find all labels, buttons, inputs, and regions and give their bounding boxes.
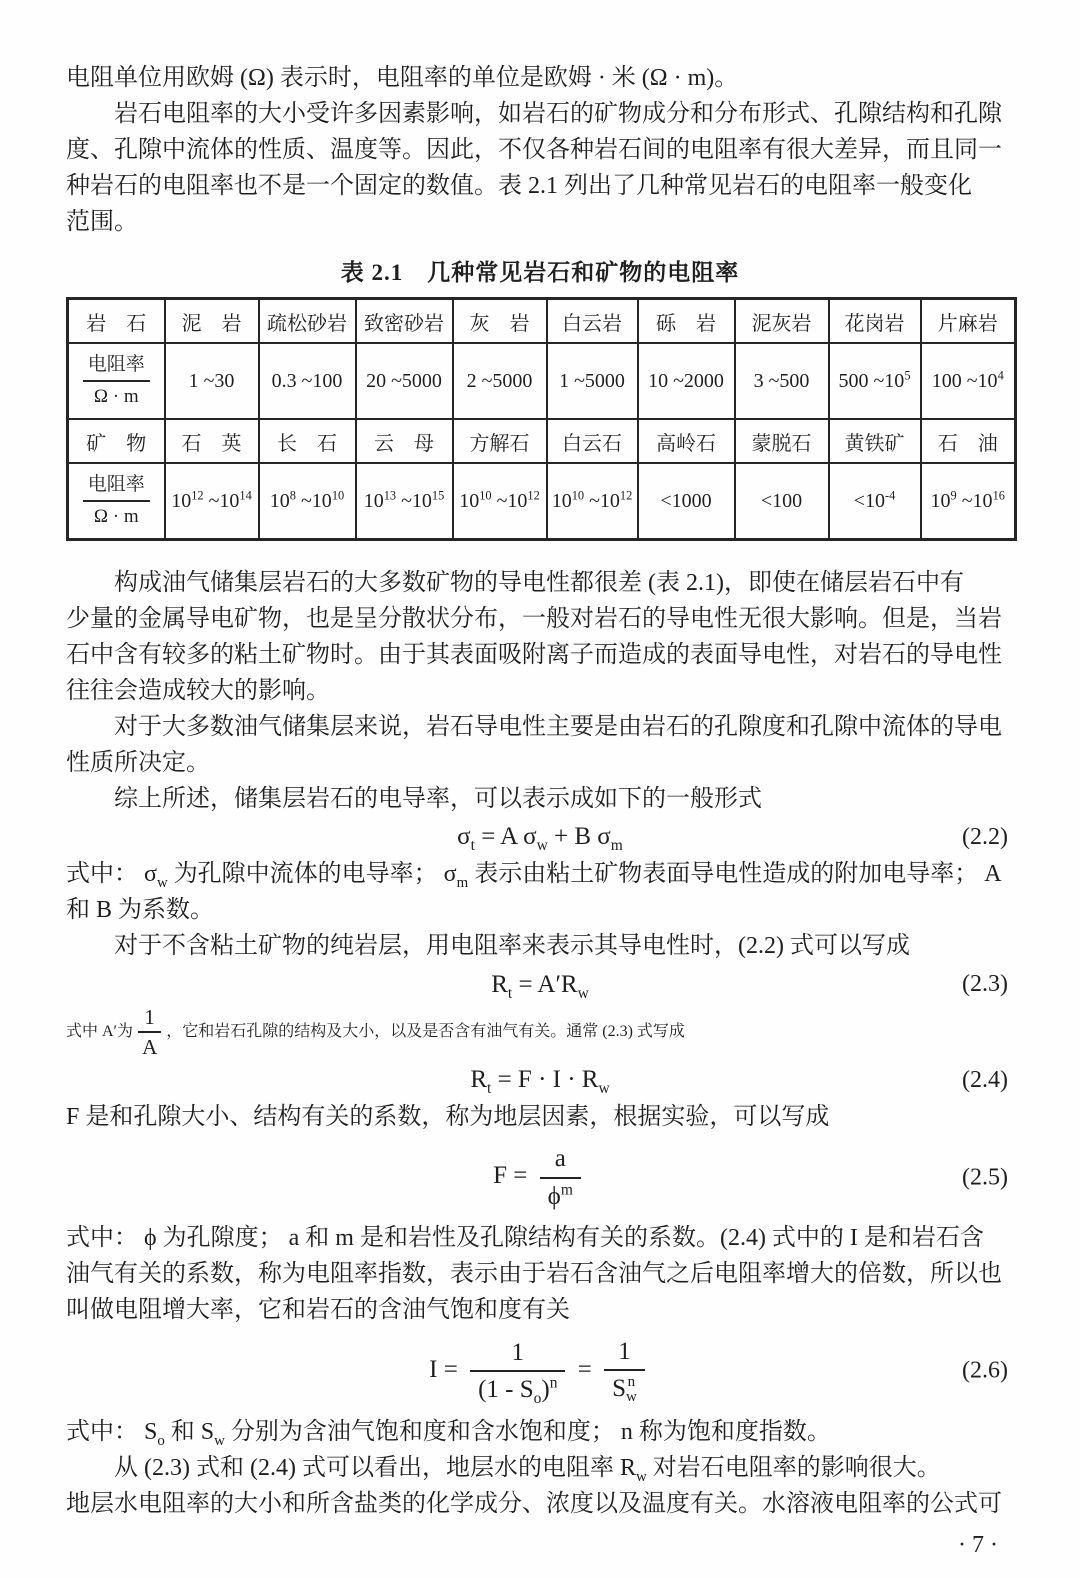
table-cell: 花岗岩 <box>829 299 921 344</box>
table-cell: 方解石 <box>453 419 547 463</box>
table-cell: <1000 <box>638 463 735 540</box>
paragraph-resistivity-unit <box>66 60 1014 96</box>
text-line: 对于大多数油气储集层来说，岩石导电性主要是由岩石的孔隙度和孔隙中流体的导电 <box>66 714 1002 740</box>
equation-2-3-number: (2.3) <box>962 970 1008 997</box>
fraction-denominator: A <box>142 1034 158 1059</box>
equation-2-5-number: (2.5) <box>962 1164 1008 1191</box>
equation-2-4-number: (2.4) <box>962 1066 1008 1093</box>
table-cell: 1 ~30 <box>165 343 259 419</box>
text-line: 构成油气储集层岩石的大多数矿物的导电性都很差 (表 2.1)，即使在储层岩石中有 <box>66 570 964 596</box>
table-row-rock-names <box>68 299 1016 344</box>
text-line: 度、孔隙中流体的性质、温度等。因此，不仅各种岩石间的电阻率有很大差异，而且同一 <box>66 137 1002 163</box>
table-row-mineral-values <box>68 463 1016 540</box>
unit-fraction <box>83 472 150 530</box>
table-row-rock-values <box>68 343 1016 419</box>
text-line: 地层水电阻率的大小和所含盐类的化学成分、浓度以及温度有关。水溶液电阻率的公式可 <box>66 1491 1002 1518</box>
unit-fraction <box>83 352 150 410</box>
text-line: 式中： $S_o$ 和 $S_w$ 分别为含油气饱和度和含水饱和度； n 称为饱和度指数。 <box>66 1419 831 1449</box>
table-cell: 云 母 <box>356 419 453 463</box>
table-cell: 疏松砂岩 <box>259 299 356 344</box>
row-label-rock: 岩 石 <box>68 299 165 344</box>
text-line: 种岩石的电阻率也不是一个固定的数值。表 2.1 列出了几种常见岩石的电阻率一般变化 <box>66 173 972 199</box>
equation-2-2-expression: $\sigma_t = A$ $\sigma_w + B$ $\sigma_m$ <box>457 823 623 855</box>
table-cell: 20 ~5000 <box>356 343 453 419</box>
table-cell: 白云岩 <box>547 299 638 344</box>
unit-label-top: 电阻率 <box>83 472 150 502</box>
unit-label-bottom: Ω · m <box>93 506 139 527</box>
equation-2-2-number: (2.2) <box>962 823 1008 850</box>
text-line: 式中： $\sigma_w$ 为孔隙中流体的电导率； $\sigma_m$ 表示由粘土矿物表面导电性造成的附加电导率； A <box>66 861 1002 892</box>
text-line: 少量的金属导电矿物，也是呈分散状分布，一般对岩石的导电性无很大影响。但是，当岩 <box>66 606 1002 632</box>
table-cell: 高岭石 <box>638 419 735 463</box>
fraction-one-over-one-minus-so <box>470 1337 565 1406</box>
equation-2-4-expression: $R_t = F \cdot I \cdot R_w$ <box>470 1066 610 1098</box>
table-cell: 泥灰岩 <box>735 299 829 344</box>
text-line: 叫做电阻增大率，它和岩石的含油气饱和度有关 <box>66 1296 570 1323</box>
table-cell: 石 英 <box>165 419 259 463</box>
inline-fraction-one-over-a <box>138 1004 161 1061</box>
table-cell: 蒙脱石 <box>735 419 829 463</box>
equation-2-5 <box>66 1135 1014 1220</box>
table-cell: 片麻岩 <box>921 299 1016 344</box>
text-line: 和 B 为系数。 <box>66 897 215 924</box>
paragraph-mineral-conductivity <box>66 565 1014 709</box>
table-title: 表 2.1 几种常见岩石和矿物的电阻率 <box>340 260 740 285</box>
paragraph-resistivity-index <box>66 1220 1014 1328</box>
paragraph-pure-rock <box>66 928 1014 964</box>
s-superscript: n <box>627 1373 636 1390</box>
table-cell: 500 $\sim 10^5$ <box>829 343 921 419</box>
table-cell: $10^{10}$ $\sim 10^{12}$ <box>547 463 638 540</box>
text-line: F 是和孔隙大小、结构有关的系数，称为地层因素，根据实验，可以写成 <box>66 1104 830 1131</box>
equation-2-6-lhs: I = <box>429 1355 465 1383</box>
row-label-mineral: 矿 物 <box>68 419 165 463</box>
table-cell: <100 <box>735 463 829 540</box>
paragraph-eq22-legend <box>66 856 1014 928</box>
table-cell: 砾 岩 <box>638 299 735 344</box>
table-cell: 灰 岩 <box>453 299 547 344</box>
fraction-denominator: $(1 - S_o)^n$ <box>478 1374 558 1407</box>
text-line: 石中含有较多的粘土矿物时。由于其表面吸附离子而造成的表面导电性，对岩石的导电性 <box>66 642 1002 668</box>
text-line: 油气有关的系数，称为电阻率指数，表示由于岩石含油气之后电阻率增大的倍数，所以也 <box>66 1260 1002 1287</box>
table-cell: $10^9$ $\sim 10^{16}$ <box>921 463 1016 540</box>
paragraph-a-prime-definition <box>66 1004 1014 1061</box>
fraction-numerator: 1 <box>470 1337 565 1372</box>
table-cell: $10^{12}$ $\sim 10^{14}$ <box>165 463 259 540</box>
fraction-denominator <box>604 1371 645 1406</box>
row-label-resistivity-unit <box>68 343 165 419</box>
equation-2-5-expression <box>493 1143 587 1212</box>
equation-2-6-number: (2.6) <box>962 1357 1008 1384</box>
text-line: 范围。 <box>66 209 138 235</box>
fraction-numerator: 1 <box>604 1336 645 1371</box>
paragraph-formation-water <box>66 1450 1014 1522</box>
equation-2-4 <box>66 1060 1014 1099</box>
fraction-numerator: 1 <box>138 1004 161 1033</box>
text-line: 岩石电阻率的大小受许多因素影响，如岩石的矿物成分和分布形式、孔隙结构和孔隙 <box>66 101 1002 127</box>
s-base: S <box>612 1375 626 1403</box>
fraction-denominator: $\phi^m$ <box>547 1181 573 1210</box>
table-cell: 10 ~2000 <box>638 343 735 419</box>
equation-2-6 <box>66 1328 1014 1414</box>
table-cell: 3 ~500 <box>735 343 829 419</box>
text-line: 性质所决定。 <box>66 750 210 776</box>
table-cell: 0.3 ~100 <box>259 343 356 419</box>
resistivity-table <box>66 297 1017 541</box>
fraction-numerator: a <box>540 1143 581 1178</box>
text-line: 对于不含粘土矿物的纯岩层，用电阻率来表示其导电性时，(2.2) 式可以写成 <box>66 933 910 960</box>
s-subscript: w <box>626 1389 637 1406</box>
table-cell: 石 油 <box>921 419 1016 463</box>
a-prime-text-before: 式中 A′为 <box>66 1022 134 1040</box>
equation-2-3 <box>66 964 1014 1003</box>
unit-label-bottom: Ω · m <box>93 386 139 407</box>
paragraph-summary-lead <box>66 781 1014 817</box>
table-cell: $10^8$ $\sim 10^{10}$ <box>259 463 356 540</box>
table-cell: 1 ~5000 <box>547 343 638 419</box>
text-line: 往往会造成较大的影响。 <box>66 678 330 704</box>
paragraph-porosity-fluid <box>66 709 1014 781</box>
table-cell: 2 ~5000 <box>453 343 547 419</box>
row-label-resistivity-unit-2 <box>68 463 165 540</box>
table-cell: 白云石 <box>547 419 638 463</box>
equation-2-2 <box>66 817 1014 856</box>
fraction-one-over-sw-n <box>604 1336 645 1406</box>
table-cell: 致密砂岩 <box>356 299 453 344</box>
page-number: · 7 · <box>958 1532 998 1559</box>
equation-2-6-expression <box>429 1336 651 1406</box>
equation-2-5-lhs: F = <box>493 1162 534 1190</box>
table-row-mineral-names <box>68 419 1016 463</box>
table-cell: 黄铁矿 <box>829 419 921 463</box>
table-cell: $10^{13}$ $\sim 10^{15}$ <box>356 463 453 540</box>
table-cell: 泥 岩 <box>165 299 259 344</box>
unit-label-top: 电阻率 <box>83 352 150 382</box>
text-line: 式中： ϕ 为孔隙度； a 和 m 是和岩性及孔隙结构有关的系数。(2.4) 式中的 I 是和岩石含 <box>66 1224 984 1251</box>
table-cell: $<10^{-4}$ <box>829 463 921 540</box>
text-line: 从 (2.3) 式和 (2.4) 式可以看出，地层水的电阻率 $R_w$ 对岩石电阻率的影响很大。 <box>66 1455 941 1485</box>
paragraph-saturation-legend <box>66 1414 1014 1450</box>
paragraph-formation-factor <box>66 1099 1014 1135</box>
text-line: 电阻单位用欧姆 (Ω) 表示时，电阻率的单位是欧姆 · 米 (Ω · m)。 <box>66 65 739 91</box>
equation-2-3-expression: $R_t = A'R_w$ <box>491 970 589 1002</box>
s-sup-sub-stack <box>626 1375 637 1407</box>
table-cell: 100 $\sim 10^4$ <box>921 343 1016 419</box>
fraction-a-over-phi-m <box>540 1143 581 1212</box>
table-cell: 长 石 <box>259 419 356 463</box>
paragraph-resistivity-factors <box>66 96 1014 240</box>
a-prime-text-after: ，它和岩石孔隙的结构及大小，以及是否含有油气有关。通常 (2.3) 式写成 <box>166 1022 685 1040</box>
table-cell: $10^{10}$ $\sim 10^{12}$ <box>453 463 547 540</box>
text-line <box>66 1004 1014 1061</box>
text-line: 综上所述，储集层岩石的电导率，可以表示成如下的一般形式 <box>66 786 762 812</box>
equation-2-6-mid: = <box>571 1355 599 1383</box>
